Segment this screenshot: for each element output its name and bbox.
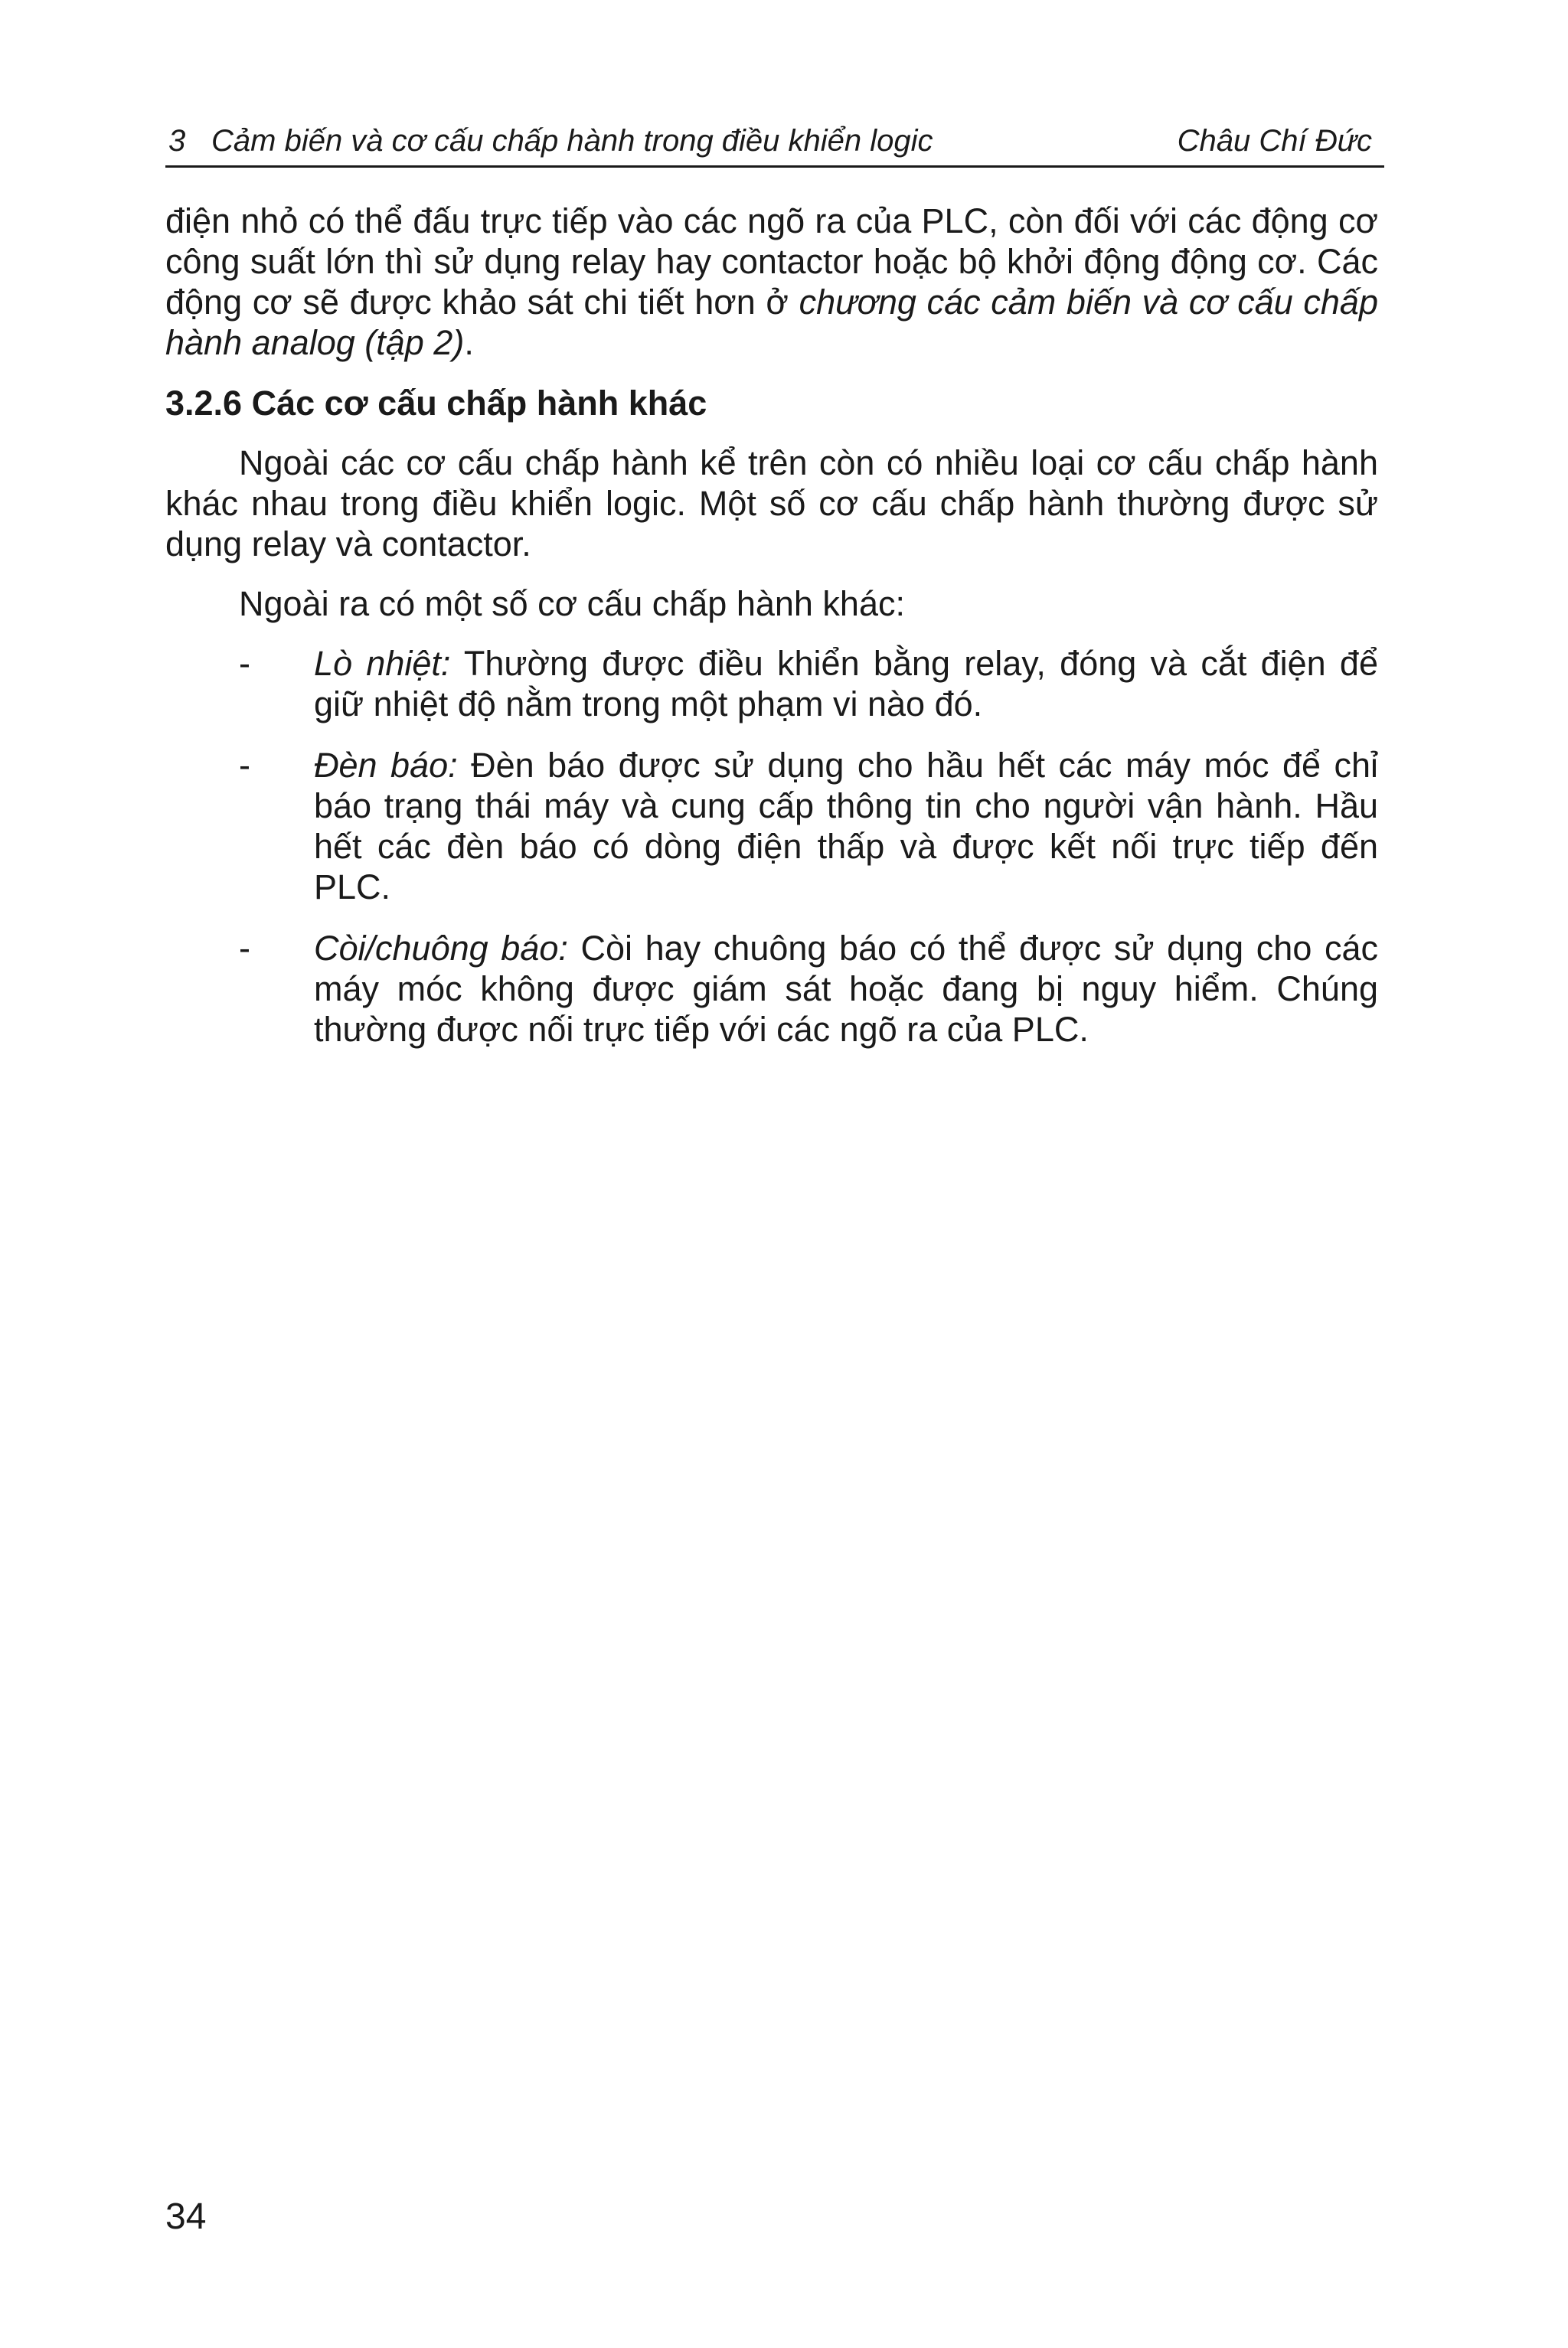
chapter-number: 3 xyxy=(168,124,186,158)
section-heading: 3.2.6 Các cơ cấu chấp hành khác xyxy=(165,384,707,423)
author-name: Châu Chí Đức xyxy=(1177,124,1372,158)
list-item xyxy=(165,928,1378,1050)
intro-text-end: . xyxy=(464,323,474,362)
intro-italic-reference: chương các cảm biến và cơ cấu chấp hành analog (tập 2) xyxy=(165,282,1378,362)
list-item-term: Lò nhiệt: xyxy=(314,644,451,683)
chapter-heading xyxy=(168,122,933,159)
running-header xyxy=(165,122,1384,168)
page-number: 34 xyxy=(165,2196,207,2237)
paragraph-1-text: Ngoài các cơ cấu chấp hành kể trên còn có nhiều loại cơ cấu chấp hành khác nhau trong điều khiển logic. Một số cơ cấu chấp hành thường được sử dụng relay và contactor. xyxy=(165,443,1378,563)
list-dash: - xyxy=(239,929,250,968)
list-item-term: Còi/chuông báo: xyxy=(314,929,568,968)
list-item-text: Thường được điều khiển bằng relay, đóng và cắt điện để giữ nhiệt độ nằm trong một phạm vi nào đó. xyxy=(314,644,1378,723)
intro-text: điện nhỏ có thể đấu trực tiếp vào các ngõ ra của PLC, còn đối với các động cơ công suất lớn thì sử dụng relay hay contactor hoặc bộ khởi động động cơ. Các động cơ sẽ được khảo sát chi tiết hơn ở xyxy=(165,201,1378,322)
list-item-text: Đèn báo được sử dụng cho hầu hết các máy móc để chỉ báo trạng thái máy và cung cấp thông tin cho người vận hành. Hầu hết các đèn báo có dòng điện thấp và được kết nối trực tiếp đến PLC. xyxy=(314,746,1378,906)
intro-paragraph xyxy=(165,201,1378,363)
list-item-text: Còi hay chuông báo có thể được sử dụng cho các máy móc không được giám sát hoặc đang bị nguy hiểm. Chúng thường được nối trực tiếp với các ngõ ra của PLC. xyxy=(314,929,1378,1049)
list-item xyxy=(165,643,1378,724)
list-item xyxy=(165,745,1378,907)
list-item-term: Đèn báo: xyxy=(314,746,458,785)
list-dash: - xyxy=(239,644,250,683)
section-paragraph-2: Ngoài ra có một số cơ cấu chấp hành khác: xyxy=(239,584,905,623)
section-paragraph-1 xyxy=(165,442,1378,564)
list-dash: - xyxy=(239,746,250,785)
chapter-title: Cảm biến và cơ cấu chấp hành trong điều khiển logic xyxy=(211,124,933,158)
